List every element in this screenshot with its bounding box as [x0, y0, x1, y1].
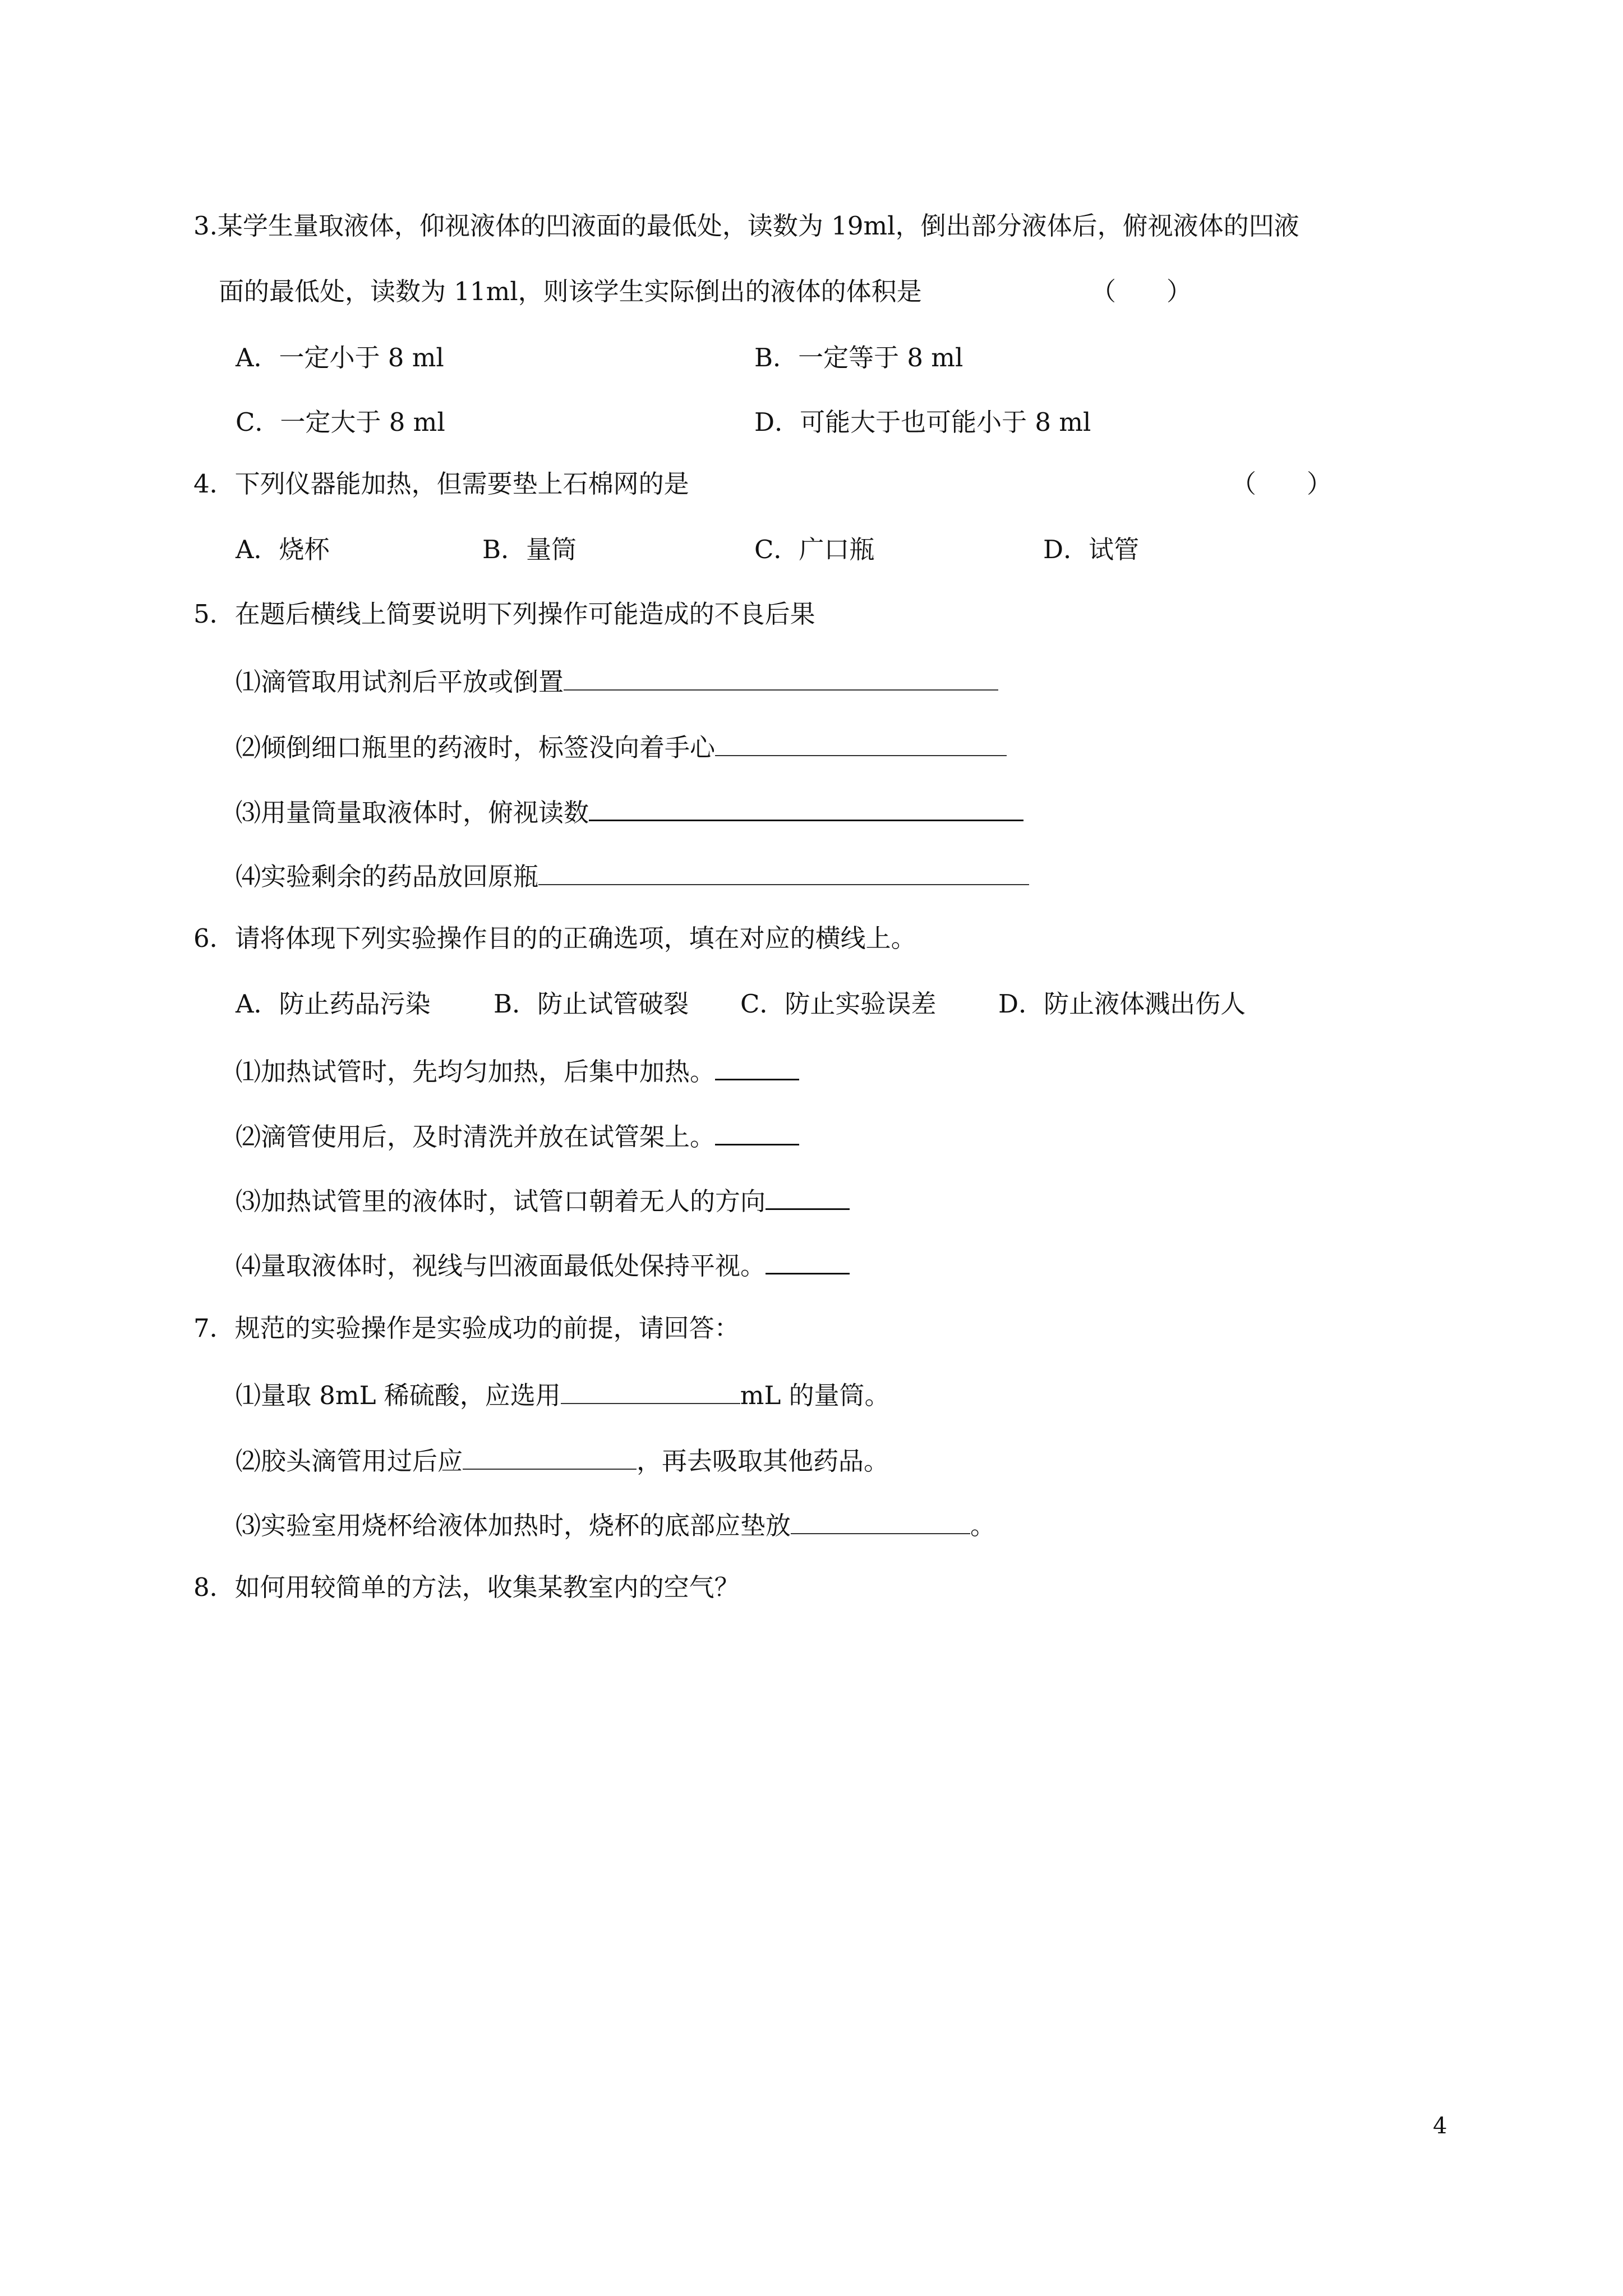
q6-item-2-text: ⑵滴管使用后，及时清洗并放在试管架上。 [236, 1122, 716, 1152]
q6-option-a: A．防止药品污染 [236, 989, 431, 1019]
q7-item-3-pre: ⑶实验室用烧杯给液体加热时，烧杯的底部应垫放 [236, 1511, 791, 1540]
q5-item-3 [236, 794, 1023, 830]
q5-item-1 [236, 664, 998, 699]
q5-item-2-blank[interactable] [715, 729, 1007, 756]
q6-item-4-blank[interactable] [766, 1247, 850, 1274]
q4-option-b: B．量筒 [482, 535, 577, 564]
q5-item-3-text: ⑶用量筒量取液体时，俯视读数 [236, 798, 589, 827]
q6-item-1 [236, 1053, 799, 1089]
q7-item-1-post: mL 的量筒。 [740, 1381, 890, 1410]
q3-option-d: D．可能大于也可能小于 8 ml [754, 407, 1091, 437]
q6-item-3-text: ⑶加热试管里的液体时，试管口朝着无人的方向 [236, 1186, 766, 1216]
q3-option-b: B．一定等于 8 ml [754, 343, 963, 372]
q7-item-1 [236, 1377, 890, 1412]
q7-item-3 [236, 1507, 995, 1543]
q5-item-2 [236, 729, 1007, 765]
q3-option-a: A．一定小于 8 ml [236, 343, 444, 372]
q4-answer-paren: （ ） [1231, 469, 1332, 499]
q7-item-2-blank[interactable] [463, 1443, 637, 1470]
q6-stem: 6．请将体现下列实验操作目的的正确选项，填在对应的横线上。 [193, 923, 916, 953]
q6-item-1-blank[interactable] [715, 1053, 799, 1080]
q7-item-2 [236, 1443, 889, 1478]
q6-option-b: B．防止试管破裂 [494, 989, 689, 1019]
q5-item-1-blank[interactable] [564, 664, 998, 691]
page-number: 4 [1433, 2113, 1447, 2139]
q6-item-1-text: ⑴加热试管时，先均匀加热，后集中加热。 [236, 1057, 716, 1087]
q5-item-2-text: ⑵倾倒细口瓶里的药液时，标签没向着手心 [236, 733, 716, 762]
q7-item-3-blank[interactable] [791, 1507, 970, 1534]
q3-option-c: C．一定大于 8 ml [236, 407, 445, 437]
q4-option-d: D．试管 [1043, 535, 1140, 564]
q5-item-1-text: ⑴滴管取用试剂后平放或倒置 [236, 667, 564, 697]
q6-item-4 [236, 1247, 850, 1283]
q6-item-3 [236, 1182, 850, 1218]
q5-item-4 [236, 858, 1029, 894]
q3-answer-paren: （ ） [1091, 277, 1192, 306]
q6-option-c: C．防止实验误差 [740, 989, 937, 1019]
q6-item-3-blank[interactable] [766, 1182, 850, 1210]
q7-item-2-post: ，再去吸取其他药品。 [637, 1446, 889, 1476]
q5-item-4-blank[interactable] [538, 858, 1029, 885]
q5-stem: 5．在题后横线上简要说明下列操作可能造成的不良后果 [193, 599, 815, 629]
q6-option-d: D．防止液体溅出伤人 [998, 989, 1246, 1019]
q3-line-1: 3.某学生量取液体，仰视液体的凹液面的最低处，读数为 19ml，倒出部分液体后，俯视液体的凹液 [193, 211, 1299, 241]
q5-item-3-blank[interactable] [589, 794, 1023, 821]
q6-item-4-text: ⑷量取液体时，视线与凹液面最低处保持平视。 [236, 1251, 766, 1281]
q7-item-1-pre: ⑴量取 8mL 稀硫酸，应选用 [236, 1381, 561, 1410]
q4-stem: 4．下列仪器能加热，但需要垫上石棉网的是 [193, 469, 689, 499]
q5-item-4-text: ⑷实验剩余的药品放回原瓶 [236, 862, 539, 891]
q8-stem: 8．如何用较简单的方法，收集某教室内的空气？ [193, 1572, 740, 1602]
q7-stem: 7．规范的实验操作是实验成功的前提，请回答： [193, 1313, 740, 1343]
q6-item-2 [236, 1118, 799, 1154]
q3-line-2: 面的最低处，读数为 11ml，则该学生实际倒出的液体的体积是 [219, 277, 922, 306]
q4-option-c: C．广口瓶 [754, 535, 875, 564]
q7-item-2-pre: ⑵胶头滴管用过后应 [236, 1446, 463, 1476]
q6-item-2-blank[interactable] [715, 1118, 799, 1145]
q7-item-1-blank[interactable] [561, 1377, 740, 1404]
q7-item-3-post: 。 [970, 1511, 996, 1540]
q4-option-a: A．烧杯 [236, 535, 330, 564]
